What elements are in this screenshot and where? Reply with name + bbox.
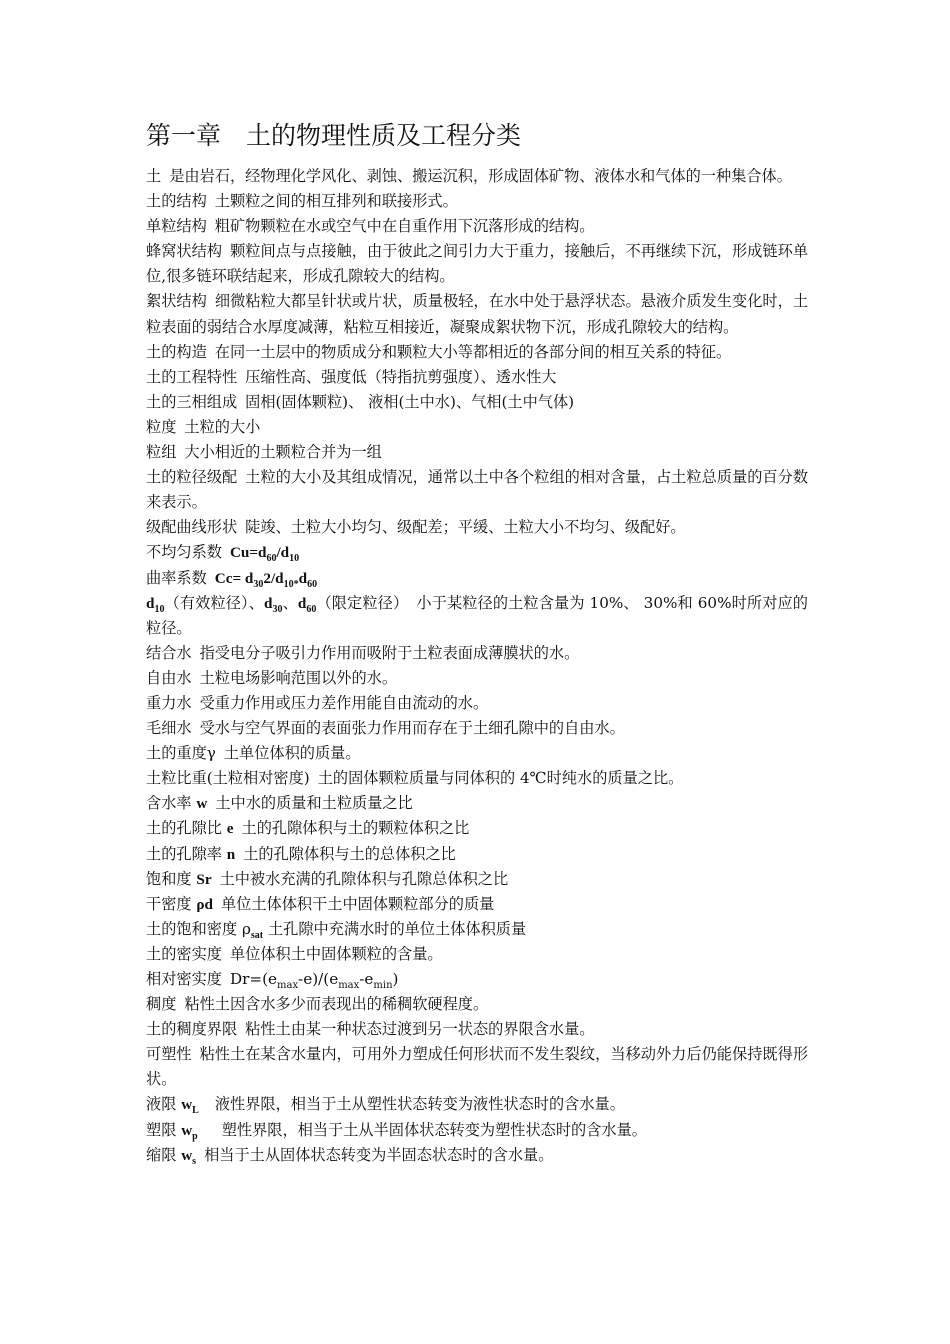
subscript: 30 [253,578,264,590]
formula-part: d [298,569,308,587]
term: 饱和度 [146,869,192,888]
formula-part: /d [276,544,290,562]
term: 土的粒径级配 [146,468,238,487]
term: 土的饱和密度 ρ [146,919,251,938]
definition-grain-group [146,440,808,465]
definition-text: 土单位体积的质量。 [223,744,361,763]
definition-free-water [146,666,808,691]
subscript: L [192,1105,199,1117]
subscript: 10 [154,603,165,615]
definition-gradation [146,465,808,515]
definition-relative-density [146,967,808,992]
term: 土的工程特性 [146,367,238,386]
term: 土的孔隙率 [146,844,222,863]
definition-text: 粘性土由某一种状态过渡到另一状态的界限含水量。 [245,1020,595,1039]
definition-gravity-water [146,691,808,716]
symbol: n [226,845,236,863]
definition-honeycomb [146,239,808,289]
subscript: max [338,980,360,991]
definition-d-values [146,591,808,641]
definition-grain-size [146,415,808,440]
subscript: 60 [306,603,317,615]
definition-engineering [146,365,808,390]
definitions-body [146,164,808,1168]
term: 自由水 [146,668,192,687]
definition-curve-shape [146,515,808,540]
symbol: d [264,594,273,612]
definition-capillary-water [146,716,808,741]
term: 土的构造 [146,342,207,361]
definition-cc [146,566,808,591]
subscript: p [192,1130,198,1142]
definition-text: 陡竣、土粒大小均匀、级配差；平缓、土粒大小不均匀、级配好。 [245,518,686,537]
definition-text: 单位体积土中固体颗粒的含量。 [229,944,443,963]
definition-dry-density [146,892,808,917]
chapter-title: 第一章 土的物理性质及工程分类 [146,121,522,150]
definition-consistency [146,992,808,1017]
definition-text: 相当于土从固体状态转变为半固态状态时的含水量。 [204,1145,554,1164]
term: 土的孔隙比 [146,819,222,838]
definition-text: 单位土体体积干土中固体颗粒部分的质量 [220,894,495,913]
subscript: sat [250,929,264,941]
definition-sat-density [146,917,808,942]
symbol: w [196,795,208,813]
definition-text: 指受电分子吸引力作用而吸附于土粒表面成薄膜状的水。 [199,643,580,662]
formula-part: -e)/(e [298,970,339,988]
term: 土的结构 [146,192,207,211]
definition-text: （限定粒径） [316,593,409,612]
term: 级配曲线形状 [146,518,238,537]
definition-porosity [146,842,808,867]
definition-text: 粘性土在某含水量内，可用外力塑成任何形状而不发生裂纹，当移动外力后仍能保持既得形状。 [146,1045,809,1089]
term: 相对密实度 [146,970,222,988]
term: 单粒结构 [146,217,207,236]
term: 塑限 [146,1120,177,1139]
term: 粒度 [146,417,177,436]
subscript: 60 [266,553,277,565]
definition-compactness [146,942,808,967]
term: 含水率 [146,794,192,813]
definition-shrinkage-limit [146,1143,808,1168]
subscript: 10 [289,553,300,565]
subscript: s [192,1155,197,1167]
definition-unit-weight [146,741,808,766]
definition-liquid-limit [146,1092,808,1117]
definition-text: 土粒电场影响范围以外的水。 [199,668,397,687]
definition-text: 土的孔隙体积与土的总体积之比 [243,844,456,863]
term: 土 [146,167,162,185]
definition-saturation [146,867,808,892]
symbol: Sr [196,870,212,888]
formula-part: -e [359,970,374,988]
definition-text: 粘性土因含水多少而表现出的稀稠软硬程度。 [184,995,489,1014]
definition-text: 压缩性高、强度低（特指抗剪强度）、透水性大 [245,367,557,386]
term: 重力水 [146,693,192,712]
definition-text: 塑性界限，相当于土从半固体状态转变为塑性状态时的含水量。 [221,1120,647,1139]
term: 干密度 [146,894,192,913]
term: 毛细水 [146,719,192,738]
term: 土的密实度 [146,944,222,963]
term: 缩限 [146,1145,177,1164]
definition-fabric [146,340,808,365]
term: 土粒比重(土粒相对密度) [146,769,310,788]
definition-text: 土孔隙中充满水时的单位土体体积质量 [267,919,527,938]
definition-flocculent [146,289,808,339]
term: 不均匀系数 [146,543,222,562]
term: 土的三相组成 [146,392,238,411]
definition-three-phase [146,390,808,415]
definition-text: 土中水的质量和土粒质量之比 [215,794,413,813]
definition-plastic-limit [146,1118,808,1143]
definition-structure [146,189,808,214]
formula-part: 2/d [263,569,284,587]
symbol: w [181,1146,193,1164]
definition-consistency-limit [146,1017,808,1042]
formula-part: ) [392,970,399,988]
term: 土的重度γ [146,744,216,763]
definition-specific-gravity [146,766,808,791]
definition-plasticity [146,1042,808,1092]
definition-text: 在同一土层中的物质成分和颗粒大小等都相近的各部分间的相互关系的特征。 [214,342,732,361]
definition-text: 大小相近的土颗粒合并为一组 [184,443,382,462]
term: 结合水 [146,643,192,662]
term: 土的稠度界限 [146,1020,238,1039]
term: 絮状结构 [146,292,207,311]
subscript: 10* [283,578,299,590]
definition-text: 土的孔隙体积与土的颗粒体积之比 [241,819,470,838]
formula-part: Dr=(e [229,970,278,988]
definition-cu [146,540,808,565]
definition-text: 颗粒间点与点接触，由于彼此之间引力大于重力，接触后，不再继续下沉，形成链环单位,很多链环联结起来，形成孔隙较大的结构。 [146,242,809,286]
definition-text: 土粒的大小 [184,417,261,436]
subscript: 60 [307,578,318,590]
symbol: ρd [196,895,213,913]
definition-text: 土的固体颗粒质量与同体积的 4℃时纯水的质量之比。 [317,769,684,788]
definition-text: （有效粒径）、 [164,593,265,612]
term: 蜂窝状结构 [146,242,223,261]
definition-single-grain [146,214,808,239]
definition-text: 固相(固体颗粒)、 液相(土中水)、气相(土中气体) [245,392,575,411]
definition-text: 、 [282,593,298,612]
definition-text: 粗矿物颗粒在水或空气中在自重作用下沉落形成的结构。 [214,217,595,236]
term: 稠度 [146,995,177,1014]
formula-cc [214,569,318,590]
formula-dr [229,970,399,991]
formula-part: Cu=d [229,544,267,562]
definition-text: 细微粘粒大都呈针状或片状，质量极轻，在水中处于悬浮状态。悬液介质发生变化时，土粒表面的弱结合水厚度减薄，粘粒互相接近，凝聚成絮状物下沉，形成孔隙较大的结构。 [146,292,809,336]
definition-text: 是由岩石，经物理化学风化、剥蚀、搬运沉积，形成固体矿物、液体水和气体的一种集合体。 [169,167,792,185]
symbol: w [181,1096,193,1114]
definition-soil [146,164,808,189]
formula-part: Cc= d [214,569,254,587]
term: 曲率系数 [146,568,207,587]
subscript: max [277,980,299,991]
definition-text: 土粒的大小及其组成情况，通常以土中各个粒组的相对含量，占土粒总质量的百分数来表示。 [146,468,809,512]
definition-text: 受重力作用或压力差作用能自由流动的水。 [199,693,489,712]
definition-text: 土中被水充满的孔隙体积与孔隙总体积之比 [219,869,509,888]
definition-text: 土颗粒之间的相互排列和联接形式。 [214,192,458,211]
subscript: 30 [272,603,283,615]
definition-text: 小于某粒径的土粒含量为 10%、 30%和 60%时所对应的粒径。 [146,593,808,637]
definition-text: 液性界限，相当于土从塑性状态转变为液性状态时的含水量。 [214,1095,625,1114]
term: 液限 [146,1095,177,1114]
symbol: w [181,1121,193,1139]
formula-cu [229,544,300,565]
definition-void-ratio [146,816,808,841]
term: 可塑性 [146,1045,192,1064]
definition-bound-water [146,641,808,666]
subscript: min [373,980,393,991]
symbol: d [297,594,307,612]
definition-text: 受水与空气界面的表面张力作用而存在于土细孔隙中的自由水。 [199,719,625,738]
symbol: e [226,820,234,838]
definition-water-content [146,791,808,816]
symbol: d [146,594,155,612]
term: 粒组 [146,443,177,462]
